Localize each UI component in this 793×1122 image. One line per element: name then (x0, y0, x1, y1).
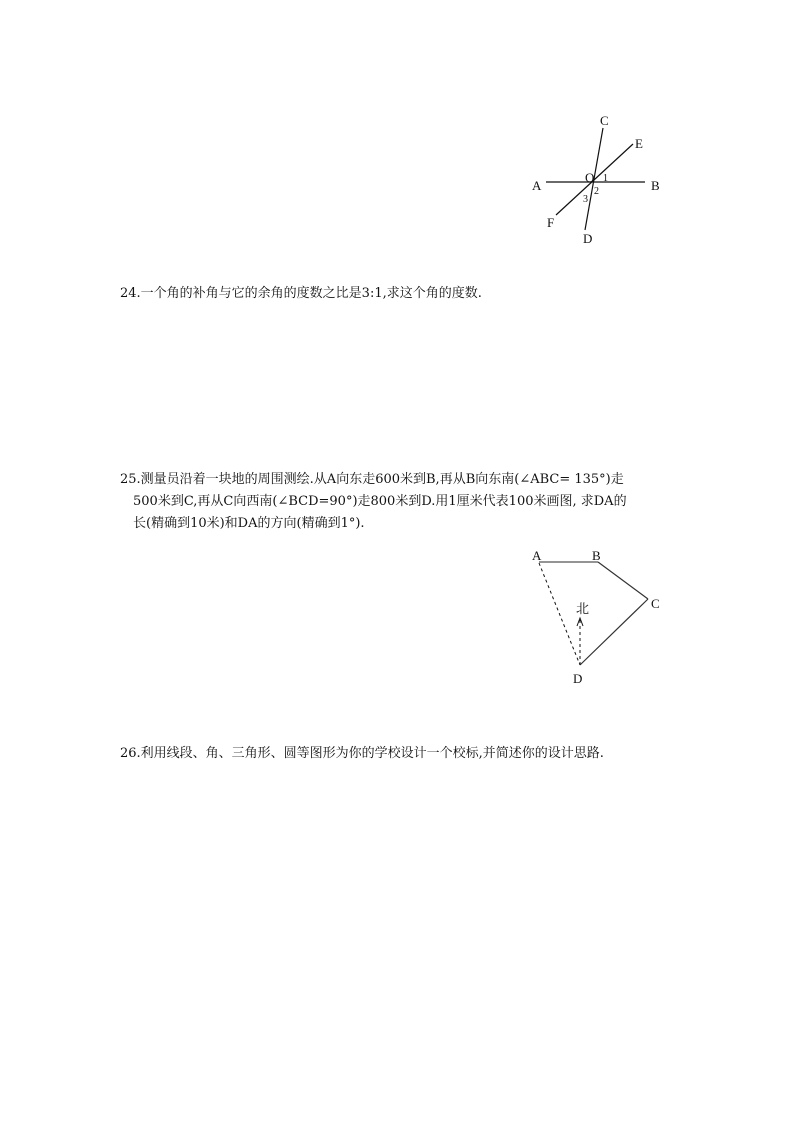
question-25-line-2: 500米到C,再从C向西南(∠BCD=90°)走800米到D.用1厘米代表100米画图, 求DA的 (133, 494, 627, 509)
question-25 (120, 469, 627, 535)
label-f: F (547, 215, 555, 230)
label-a: A (532, 178, 542, 193)
figure-survey-path (532, 548, 660, 686)
label-a: A (532, 548, 542, 563)
question-25-line-1: 25.测量员沿着一块地的周围测绘.从A向东走600米到B,再从B向东南(∠ABC= 135°)走 (120, 472, 624, 487)
question-26: 26.利用线段、角、三角形、圆等图形为你的学校设计一个校标,并简述你的设计思路. (120, 746, 604, 761)
line-ef (556, 144, 633, 215)
label-d: D (583, 231, 593, 246)
angle-3: 3 (583, 194, 588, 205)
question-24: 24.一个角的补角与它的余角的度数之比是3:1,求这个角的度数. (120, 286, 482, 301)
angle-2: 2 (594, 186, 599, 197)
label-b: B (592, 548, 601, 563)
question-25-line-3: 长(精确到10米)和DA的方向(精确到1°). (133, 516, 365, 531)
label-b: B (651, 178, 660, 193)
label-c: C (600, 113, 609, 128)
label-d: D (573, 671, 583, 686)
segment-da-dashed (539, 563, 580, 665)
label-c: C (651, 596, 660, 611)
figure-intersecting-lines (532, 113, 660, 246)
label-e: E (635, 136, 643, 151)
segment-bc (598, 562, 648, 599)
label-o: O (585, 170, 595, 185)
label-north: 北 (576, 601, 590, 616)
angle-1: 1 (603, 173, 608, 184)
segment-cd (580, 599, 648, 665)
